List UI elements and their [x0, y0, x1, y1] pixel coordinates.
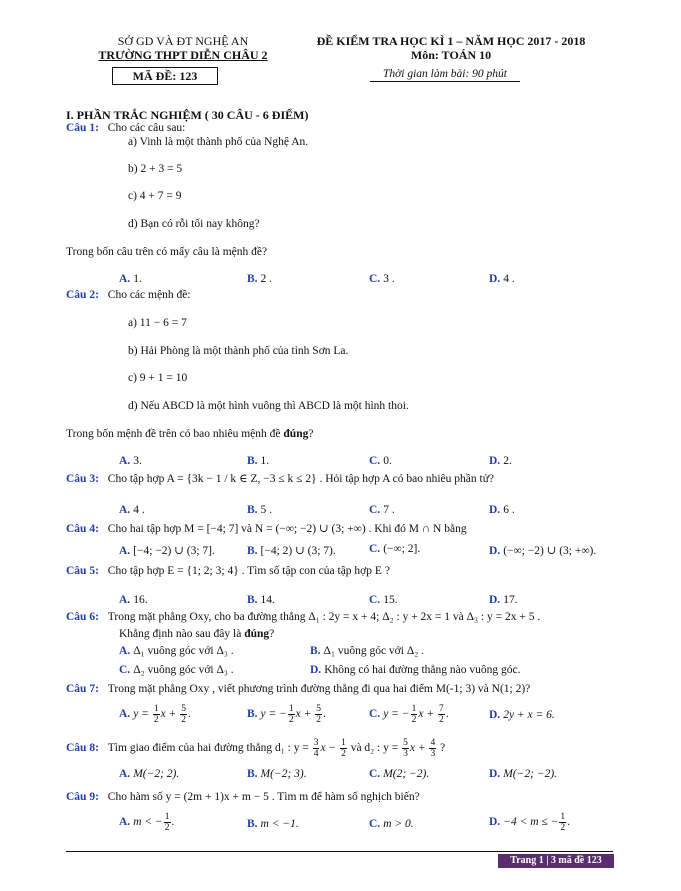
question-8: Câu 8: Tìm giao điểm của hai đường thẳng d₁ : y = $\frac{3}{4}$ x − $\frac{1}{2}$ và d₂ : y = $\frac{5}{3}$ x + $\frac{4}{3}$ ?	[66, 738, 446, 759]
question-4	[66, 521, 467, 535]
option-d[interactable]: D. M(−2; −2).	[489, 768, 558, 780]
question-6	[66, 611, 540, 623]
option-a[interactable]: A. 16.	[119, 594, 148, 606]
option-c[interactable]: C. 3 .	[369, 273, 395, 285]
option-a[interactable]: A. y = $\frac{1}{2}$ x + $\frac{5}{2}$ .	[119, 704, 191, 725]
page-footer: Trang 1 | 3 mã đề 123	[498, 854, 614, 868]
option-b[interactable]: B. Δ₁ vuông góc với Δ₂ .	[310, 645, 424, 657]
option-a[interactable]: A. [−4; −2) ∪ (3; 7].	[119, 545, 215, 557]
question-stem: Trong mặt phẳng Oxy , viết phương trình đường thẳng đi qua hai điểm M(-1; 3) và N(1; 2)?	[107, 683, 531, 695]
section-title: I. PHẦN TRẮC NGHIỆM ( 30 CÂU - 6 ĐIỂM)	[66, 108, 309, 122]
option-d[interactable]: D. −4 < m ≤ − $\frac{1}{2}$ .	[489, 812, 570, 833]
exam-title: ĐỀ KIỂM TRA HỌC KÌ 1 – NĂM HỌC 2017 - 2018	[316, 34, 586, 48]
option-d[interactable]: D. Không có hai đường thẳng nào vuông góc.	[310, 664, 521, 676]
option-c[interactable]: C. 7 .	[369, 504, 395, 516]
question-stem-continued: Khẳng định nào sau đây là đúng?	[119, 628, 275, 640]
exam-code-box: MÃ ĐỀ: 123	[112, 67, 218, 85]
option-a[interactable]: A. M(−2; 2).	[119, 768, 180, 780]
option-b[interactable]: B. y = − $\frac{1}{2}$ x + $\frac{5}{2}$ .	[247, 704, 326, 725]
question-stem: Cho tập hợp A = {3k − 1 / k ∈ Z, −3 ≤ k ≤ 2} . Hỏi tập hợp A có bao nhiêu phần tử?	[107, 473, 495, 485]
option-c[interactable]: C. m > 0.	[369, 818, 414, 830]
option-c[interactable]: C. (−∞; 2].	[369, 543, 421, 555]
question-2	[66, 289, 191, 301]
option-c[interactable]: C. M(2; −2).	[369, 768, 430, 780]
option-b[interactable]: B. 5 .	[247, 504, 273, 516]
header-right	[298, 34, 604, 62]
option-d[interactable]: D. 4 .	[489, 273, 515, 285]
question-5	[66, 565, 390, 577]
option-b[interactable]: B. M(−2; 3).	[247, 768, 307, 780]
option-c[interactable]: C. Δ₂ vuông góc với Δ₃ .	[119, 664, 234, 676]
header-left	[73, 34, 293, 62]
question-stem: Cho hàm số y = (2m + 1)x + m − 5 . Tìm m để hàm số nghịch biến?	[107, 791, 420, 803]
question-stem: Cho các mệnh đề:	[107, 289, 191, 301]
question-9	[66, 791, 420, 803]
question-prompt: Trong bốn câu trên có mấy câu là mệnh đề?	[66, 246, 268, 258]
statement-c: c) 9 + 1 = 10	[128, 372, 188, 384]
question-label: Câu 8:	[66, 742, 99, 755]
question-stem: Trong mặt phẳng Oxy, cho ba đường thẳng Δ₁ : 2y = x + 4; Δ₂ : y + 2x = 1 và Δ₃ : y = 2x + 5 .	[107, 611, 541, 623]
option-a[interactable]: A. 4 .	[119, 504, 145, 516]
option-b[interactable]: B. 1.	[247, 455, 270, 467]
time-limit: Thời gian làm bài: 90 phút	[370, 68, 520, 82]
question-label: Câu 1:	[66, 122, 99, 134]
question-label: Câu 6:	[66, 611, 99, 623]
option-b[interactable]: B. 2 .	[247, 273, 273, 285]
school-name: TRƯỜNG THPT DIỄN CHÂU 2	[98, 48, 268, 62]
option-d[interactable]: D. 2.	[489, 455, 512, 467]
footer-rule	[66, 851, 613, 852]
option-a[interactable]: A. 3.	[119, 455, 142, 467]
question-label: Câu 9:	[66, 791, 99, 803]
question-stem: Cho tập hợp E = {1; 2; 3; 4} . Tìm số tập con của tập hợp E ?	[107, 565, 390, 577]
question-7	[66, 683, 530, 695]
option-c[interactable]: C. y = − $\frac{1}{2}$ x + $\frac{7}{2}$ .	[369, 704, 449, 725]
question-label: Câu 5:	[66, 565, 99, 577]
question-label: Câu 4:	[66, 523, 99, 535]
option-a[interactable]: A. m < − $\frac{1}{2}$ .	[119, 812, 175, 833]
question-1	[66, 122, 185, 134]
question-label: Câu 7:	[66, 683, 99, 695]
option-c[interactable]: C. 0.	[369, 455, 392, 467]
statement-a: a) Vinh là một thành phố của Nghệ An.	[128, 136, 309, 148]
statement-a: a) 11 − 6 = 7	[128, 317, 187, 329]
statement-c: c) 4 + 7 = 9	[128, 190, 182, 202]
option-d[interactable]: D. 6 .	[489, 504, 515, 516]
option-a[interactable]: A. 1.	[119, 273, 142, 285]
question-label: Câu 3:	[66, 473, 99, 485]
question-stem: Cho các câu sau:	[107, 122, 186, 134]
question-label: Câu 2:	[66, 289, 99, 301]
option-b[interactable]: B. m < −1.	[247, 818, 299, 830]
question-stem: Cho hai tập hợp M = [−4; 7] và N = (−∞; −2) ∪ (3; +∞) . Khi đó M ∩ N bằng	[107, 523, 467, 535]
statement-d: d) Nếu ABCD là một hình vuông thì ABCD là một hình thoi.	[128, 400, 409, 412]
question-3	[66, 471, 494, 485]
option-c[interactable]: C. 15.	[369, 594, 398, 606]
option-a[interactable]: A. Δ₁ vuông góc với Δ₃ .	[119, 645, 234, 657]
option-b[interactable]: B. [−4; 2) ∪ (3; 7).	[247, 545, 336, 557]
statement-d: d) Bạn có rỗi tối nay không?	[128, 218, 260, 230]
subject: Môn: TOÁN 10	[410, 48, 492, 62]
option-b[interactable]: B. 14.	[247, 594, 275, 606]
option-d[interactable]: D. 2y + x = 6.	[489, 709, 555, 721]
option-d[interactable]: D. (−∞; −2) ∪ (3; +∞).	[489, 545, 597, 557]
statement-b: b) 2 + 3 = 5	[128, 163, 183, 175]
question-prompt: Trong bốn mệnh đề trên có bao nhiêu mệnh đề đúng?	[66, 428, 314, 440]
statement-b: b) Hải Phòng là một thành phố của tỉnh Sơn La.	[128, 345, 349, 357]
option-d[interactable]: D. 17.	[489, 594, 518, 606]
department-name: SỞ GD VÀ ĐT NGHỆ AN	[117, 34, 249, 48]
